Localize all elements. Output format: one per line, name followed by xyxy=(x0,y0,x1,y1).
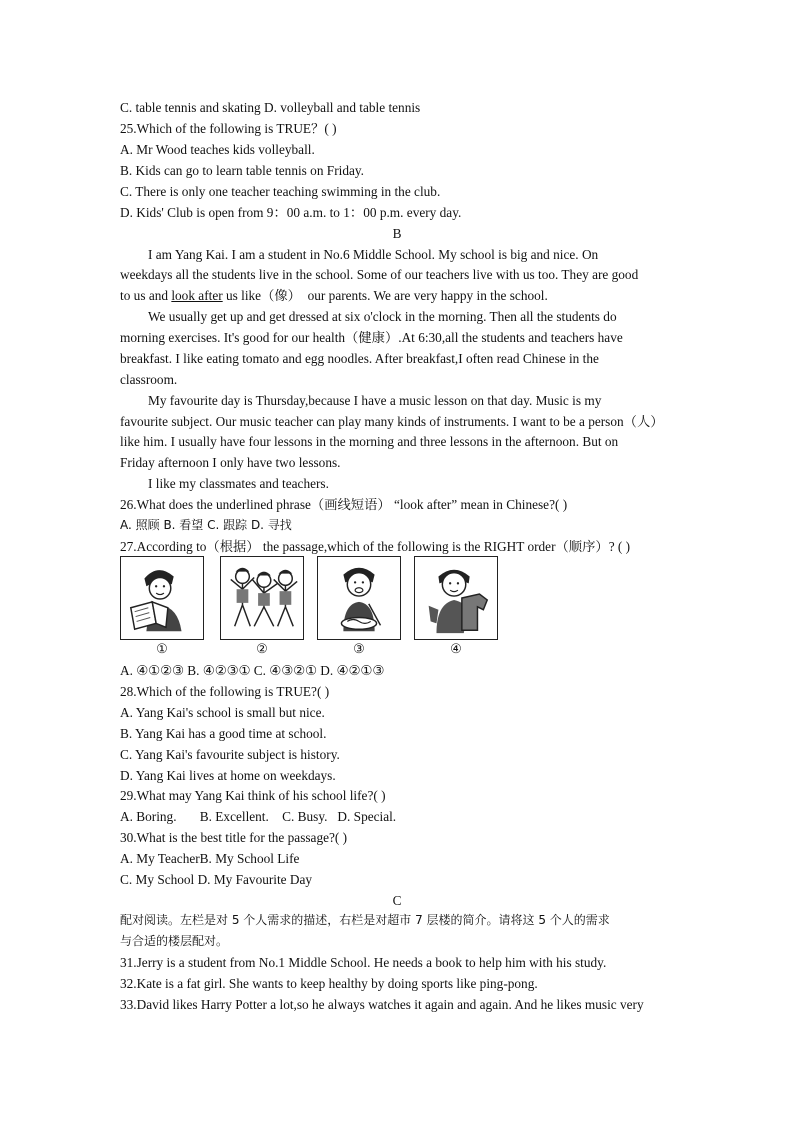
q27-options: A. ④①②③ B. ④②③① C. ④③②① D. ④②①③ xyxy=(120,663,385,678)
picture-3 xyxy=(317,556,401,640)
picture-4 xyxy=(414,556,498,640)
section-c-instructions-line1: 配对阅读。左栏是对 5 个人需求的描述，右栏是对超市 7 层楼的简介。请将这 5 个人的需求 xyxy=(120,913,610,927)
q25-option-d: D. Kids' Club is open from 9：00 a.m. to 1：00 p.m. every day. xyxy=(120,205,462,220)
q24-options-cd: C. table tennis and skating D. volleyball and table tennis xyxy=(120,100,421,115)
q25-question: 25.Which of the following is TRUE？( ) xyxy=(120,121,337,136)
passage-p3-line2: favourite subject. Our music teacher can play many kinds of instruments. I want to be a person（人） xyxy=(120,414,664,429)
q25-option-c: C. There is only one teacher teaching swimming in the club. xyxy=(120,184,441,199)
q30-question: 30.What is the best title for the passage?( ) xyxy=(120,830,348,845)
section-b-label: B xyxy=(392,226,402,241)
passage-p2-line2: morning exercises. It's good for our health（健康）.At 6:30,all the students and teachers have xyxy=(120,330,623,345)
passage-p3-line3: like him. I usually have four lessons in the morning and three lessons in the afternoon. But on xyxy=(120,434,619,449)
q33: 33.David likes Harry Potter a lot,so he always watches it again and again. And he likes music very xyxy=(120,997,644,1012)
q30-options-line2: C. My School D. My Favourite Day xyxy=(120,872,313,887)
passage-p3-line4: Friday afternoon I only have two lessons. xyxy=(120,455,341,470)
passage-p3-line1: My favourite day is Thursday,because I have a music lesson on that day. Music is my xyxy=(148,393,602,408)
passage-p2-line3: breakfast. I like eating tomato and egg noodles. After breakfast,I often read Chinese in the xyxy=(120,351,599,366)
section-c-label: C xyxy=(392,893,402,908)
picture-3-number: ③ xyxy=(353,641,365,656)
q28-question: 28.Which of the following is TRUE?( ) xyxy=(120,684,330,699)
q25-option-a: A. Mr Wood teaches kids volleyball. xyxy=(120,142,315,157)
passage-p1-line2: weekdays all the students live in the school. Some of our teachers live with us too. They are good xyxy=(120,267,639,282)
section-c-instructions-line2: 与合适的楼层配对。 xyxy=(120,934,229,948)
passage-p1-line1: I am Yang Kai. I am a student in No.6 Middle School. My school is big and nice. On xyxy=(148,247,599,262)
q28-option-c: C. Yang Kai's favourite subject is history. xyxy=(120,747,340,762)
passage-p2-line4: classroom. xyxy=(120,372,178,387)
boy-getting-dressed-icon xyxy=(415,557,497,639)
q29-question: 29.What may Yang Kai think of his school life?( ) xyxy=(120,788,386,803)
q28-option-b: B. Yang Kai has a good time at school. xyxy=(120,726,327,741)
q25-option-b: B. Kids can go to learn table tennis on Friday. xyxy=(120,163,364,178)
q28-option-d: D. Yang Kai lives at home on weekdays. xyxy=(120,768,336,783)
picture-4-number: ④ xyxy=(450,641,462,656)
picture-1 xyxy=(120,556,204,640)
passage-p4: I like my classmates and teachers. xyxy=(148,476,329,491)
q28-option-a: A. Yang Kai's school is small but nice. xyxy=(120,705,325,720)
picture-2-number: ② xyxy=(256,641,268,656)
underlined-phrase: look after xyxy=(171,288,223,303)
q32: 32.Kate is a fat girl. She wants to keep healthy by doing sports like ping-pong. xyxy=(120,976,538,991)
q30-options-line1: A. My TeacherB. My School Life xyxy=(120,851,300,866)
q29-options: A. Boring. B. Excellent. C. Busy. D. Special. xyxy=(120,809,397,824)
q26-options: A. 照顾 B. 看望 C. 跟踪 D. 寻找 xyxy=(120,518,292,532)
picture-2 xyxy=(220,556,304,640)
q31: 31.Jerry is a student from No.1 Middle School. He needs a book to help him with his study. xyxy=(120,955,607,970)
boy-reading-book-icon xyxy=(121,557,203,639)
q27-question: 27.According to（根据） the passage,which of the following is the RIGHT order（顺序）? ( ) xyxy=(120,539,631,554)
passage-p2-line1: We usually get up and get dressed at six o'clock in the morning. Then all the students do xyxy=(148,309,617,324)
passage-p1-line3: to us and look after us like（像） our parents. We are very happy in the school. xyxy=(120,288,548,303)
picture-1-number: ① xyxy=(156,641,168,656)
students-doing-exercises-icon xyxy=(221,557,303,639)
q26-question: 26.What does the underlined phrase（画线短语） “look after” mean in Chinese?( ) xyxy=(120,497,568,512)
boy-eating-noodles-icon xyxy=(318,557,400,639)
